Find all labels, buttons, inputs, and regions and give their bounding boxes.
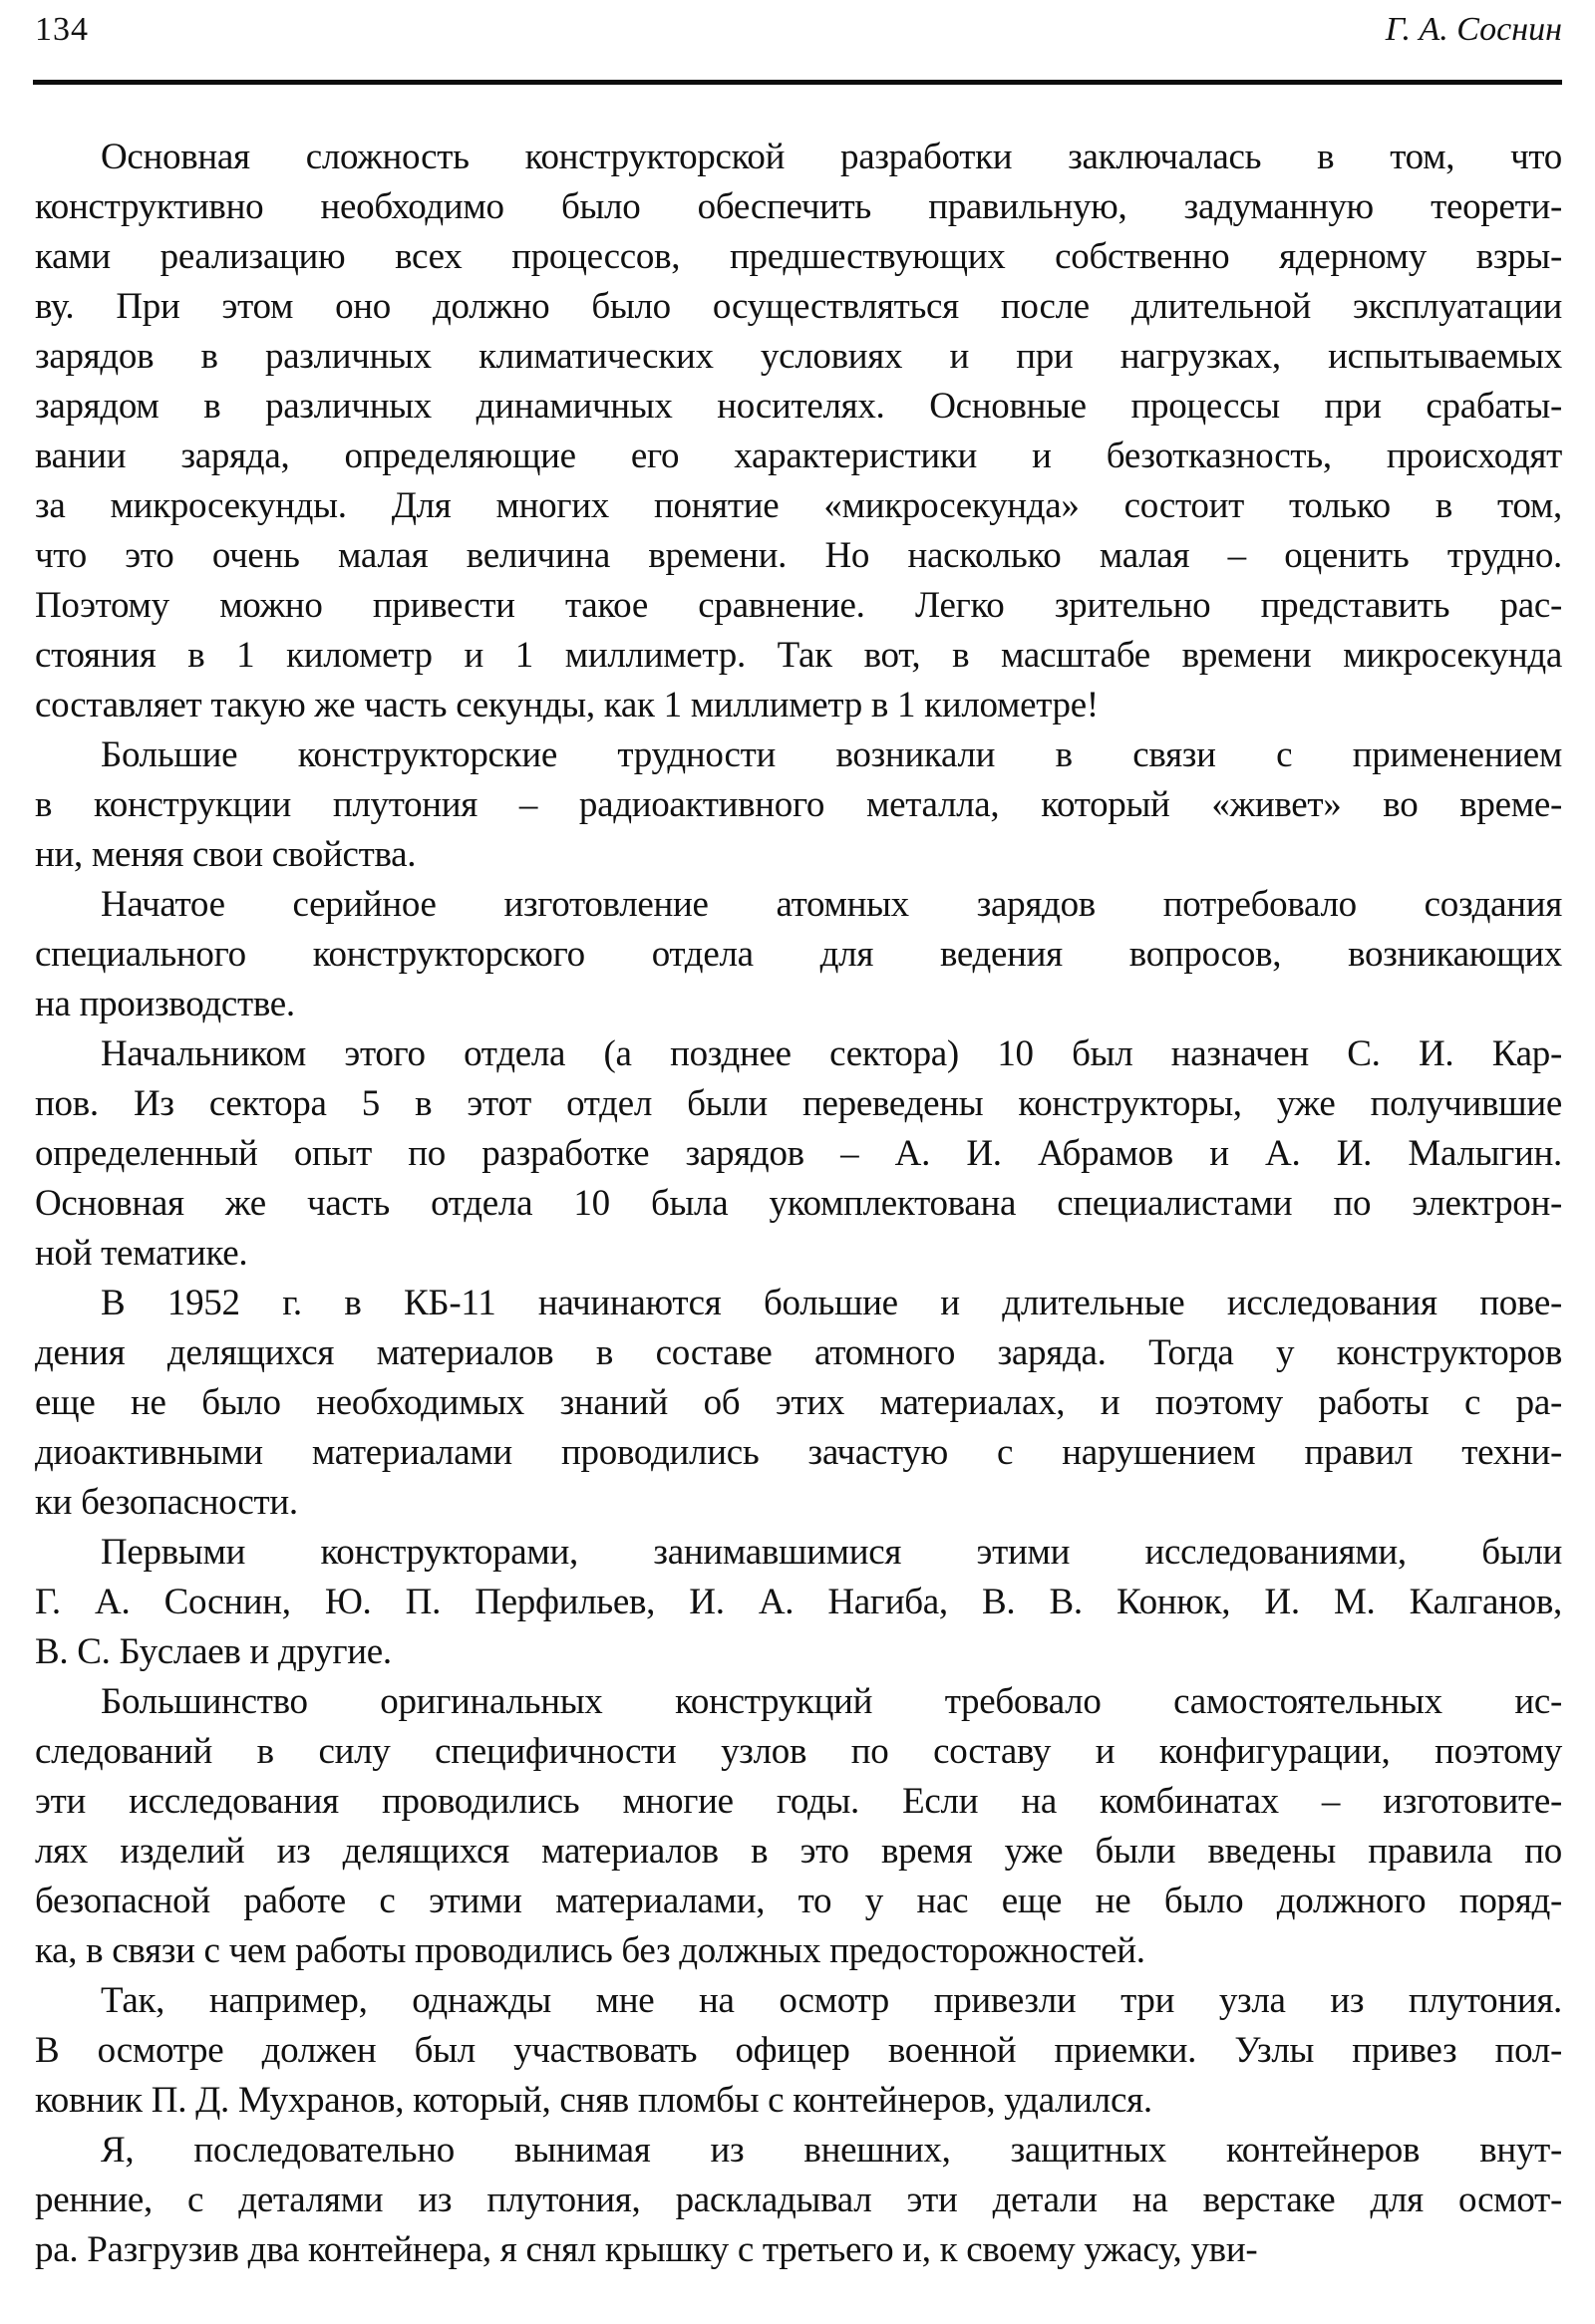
text-line: Большие конструкторские трудности возникали в связи с применением <box>101 734 1562 775</box>
text-line: Я, последовательно вынимая из внешних, защитных контейнеров внут- <box>101 2130 1562 2171</box>
text-line: вании заряда, определяющие его характеристики и безотказность, происходят <box>35 436 1562 476</box>
page-header <box>35 8 1562 60</box>
text-line: следований в силу специфичности узлов по составу и конфигурации, поэтому <box>35 1731 1562 1772</box>
text-line: диоактивными материалами проводились зачастую с нарушением правил техни- <box>35 1432 1562 1473</box>
text-line: Так, например, однажды мне на осмотр привезли три узла из плутония. <box>101 1980 1562 2021</box>
text-line: что это очень малая величина времени. Но насколько малая – оценить трудно. <box>35 535 1562 576</box>
text-line: составляет такую же часть секунды, как 1 миллиметр в 1 километре! <box>35 685 1099 726</box>
text-line: В 1952 г. в КБ-11 начинаются большие и длительные исследования пове- <box>101 1283 1562 1323</box>
text-line: ки безопасности. <box>35 1482 298 1523</box>
paragraph <box>35 1677 1562 1976</box>
text-line: эти исследования проводились многие годы. Если на комбинатах – изготовите- <box>35 1781 1562 1822</box>
text-line: Большинство оригинальных конструкций требовало самостоятельных ис- <box>101 1681 1562 1722</box>
paragraph <box>35 880 1562 1029</box>
running-head-author: Г. А. Соснин <box>1385 11 1562 48</box>
paragraph <box>35 133 1562 730</box>
text-line: Начальником этого отдела (а позднее сектора) 10 был назначен С. И. Кар- <box>101 1033 1562 1074</box>
paragraph <box>35 2126 1562 2275</box>
paragraph <box>35 1976 1562 2126</box>
paragraph <box>35 1029 1562 1279</box>
text-line: стояния в 1 километр и 1 миллиметр. Так вот, в масштабе времени микросекунда <box>35 635 1562 676</box>
text-line: в конструкции плутония – радиоактивного металла, который «живет» во време- <box>35 784 1562 825</box>
page-body <box>35 133 1562 2275</box>
text-line: еще не было необходимых знаний об этих материалах, и поэтому работы с ра- <box>35 1382 1562 1423</box>
text-line: за микросекунды. Для многих понятие «микросекунда» состоит только в том, <box>35 485 1562 526</box>
paragraph <box>35 1528 1562 1677</box>
text-line: специального конструкторского отдела для ведения вопросов, возникающих <box>35 934 1562 975</box>
text-line: ра. Разгрузив два контейнера, я снял крышку с третьего и, к своему ужасу, уви- <box>35 2229 1258 2270</box>
text-line: безопасной работе с этими материалами, то у нас еще не было должного поряд- <box>35 1881 1562 1921</box>
text-line: конструктивно необходимо было обеспечить правильную, задуманную теорети- <box>35 186 1562 227</box>
text-line: зарядом в различных динамичных носителях. Основные процессы при срабаты- <box>35 386 1562 427</box>
paragraph <box>35 730 1562 880</box>
text-line: ка, в связи с чем работы проводились без должных предосторожностей. <box>35 1930 1145 1971</box>
text-line: ковник П. Д. Мухранов, который, сняв пломбы с контейнеров, удалился. <box>35 2080 1152 2121</box>
text-line: Основная сложность конструкторской разработки заключалась в том, что <box>101 137 1562 177</box>
text-line: Первыми конструкторами, занимавшимися этими исследованиями, были <box>101 1532 1562 1573</box>
text-line: ками реализацию всех процессов, предшествующих собственно ядерному взры- <box>35 236 1562 277</box>
page-number: 134 <box>35 11 89 48</box>
text-line: пов. Из сектора 5 в этот отдел были переведены конструкторы, уже получившие <box>35 1083 1562 1124</box>
text-line: ву. При этом оно должно было осуществляться после длительной эксплуатации <box>35 286 1562 327</box>
text-line: ной тематике. <box>35 1233 248 1274</box>
text-line: зарядов в различных климатических условиях и при нагрузках, испытываемых <box>35 336 1562 377</box>
text-line: В осмотре должен был участвовать офицер военной приемки. Узлы привез пол- <box>35 2030 1562 2071</box>
text-line: Г. А. Соснин, Ю. П. Перфильев, И. А. Нагиба, В. В. Конюк, И. М. Калганов, <box>35 1582 1562 1622</box>
text-line: Начатое серийное изготовление атомных зарядов потребовало создания <box>101 884 1562 925</box>
paragraph <box>35 1279 1562 1528</box>
text-line: Поэтому можно привести такое сравнение. Легко зрительно представить рас- <box>35 585 1562 626</box>
text-line: В. С. Буслаев и другие. <box>35 1631 392 1672</box>
text-line: на производстве. <box>35 984 295 1024</box>
text-line: ни, меняя свои свойства. <box>35 834 417 875</box>
text-line: определенный опыт по разработке зарядов – А. И. Абрамов и А. И. Малыгин. <box>35 1133 1562 1174</box>
text-line: ренние, с деталями из плутония, раскладывал эти детали на верстаке для осмот- <box>35 2179 1562 2220</box>
text-line: дения делящихся материалов в составе атомного заряда. Тогда у конструкторов <box>35 1332 1562 1373</box>
text-line: Основная же часть отдела 10 была укомплектована специалистами по электрон- <box>35 1183 1562 1224</box>
header-rule <box>33 80 1562 85</box>
text-line: лях изделий из делящихся материалов в это время уже были введены правила по <box>35 1831 1562 1872</box>
